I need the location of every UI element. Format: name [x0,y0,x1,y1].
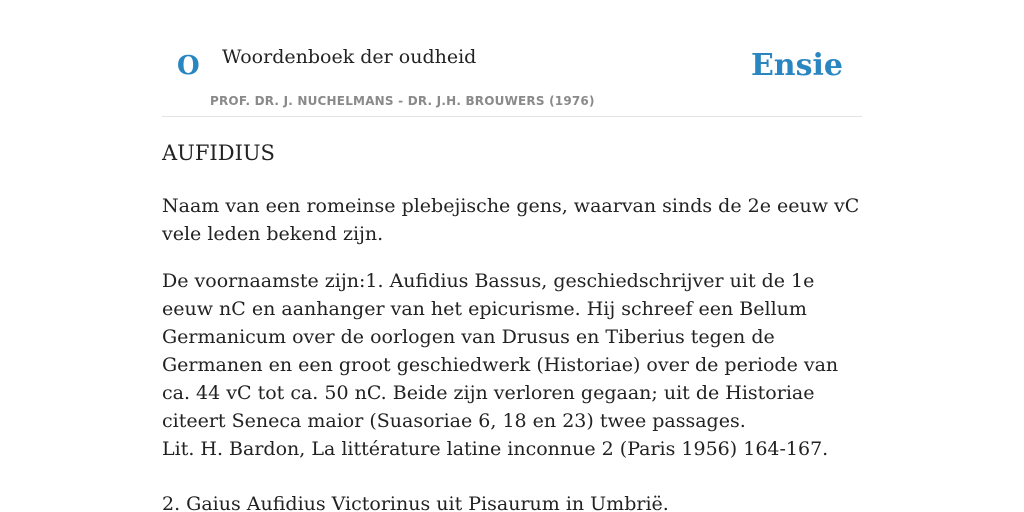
entry-paragraph: De voornaamste zijn:1. Aufidius Bassus, geschiedschrijver uit de 1e eeuw nC en aanhanger van het epicurisme. Hij schreef een Bellum Germanicum over de oorlogen van Drusus en Tiberius tegen de Germanen en een groot geschiedwerk (Historiae) over de periode van ca. 44 vC tot ca. 50 nC. Beide zijn verloren gegaan; uit de Historiae citeert Seneca maior (Suasoriae 6, 18 en 23) twee passages. [162,270,839,432]
entry-paragraph: Naam van een romeinse plebejische gens, waarvan sinds de 2e eeuw vC vele leden bekend zijn. [162,195,860,245]
page-container [162,0,862,512]
entry-paragraph: 2. Gaius Aufidius Victorinus uit Pisaurum in Umbrië. [162,493,669,512]
index-letter[interactable]: O [177,51,200,81]
book-authors: PROF. DR. J. NUCHELMANS - DR. J.H. BROUWERS (1976) [210,94,595,108]
ensie-logo[interactable]: Ensie [750,48,843,83]
entry-title: AUFIDIUS [162,141,275,165]
source-header [162,0,862,117]
entry-paragraph: Lit. H. Bardon, La littérature latine inconnue 2 (Paris 1956) 164-167. [162,438,829,460]
book-title[interactable]: Woordenboek der oudheid [222,46,477,68]
